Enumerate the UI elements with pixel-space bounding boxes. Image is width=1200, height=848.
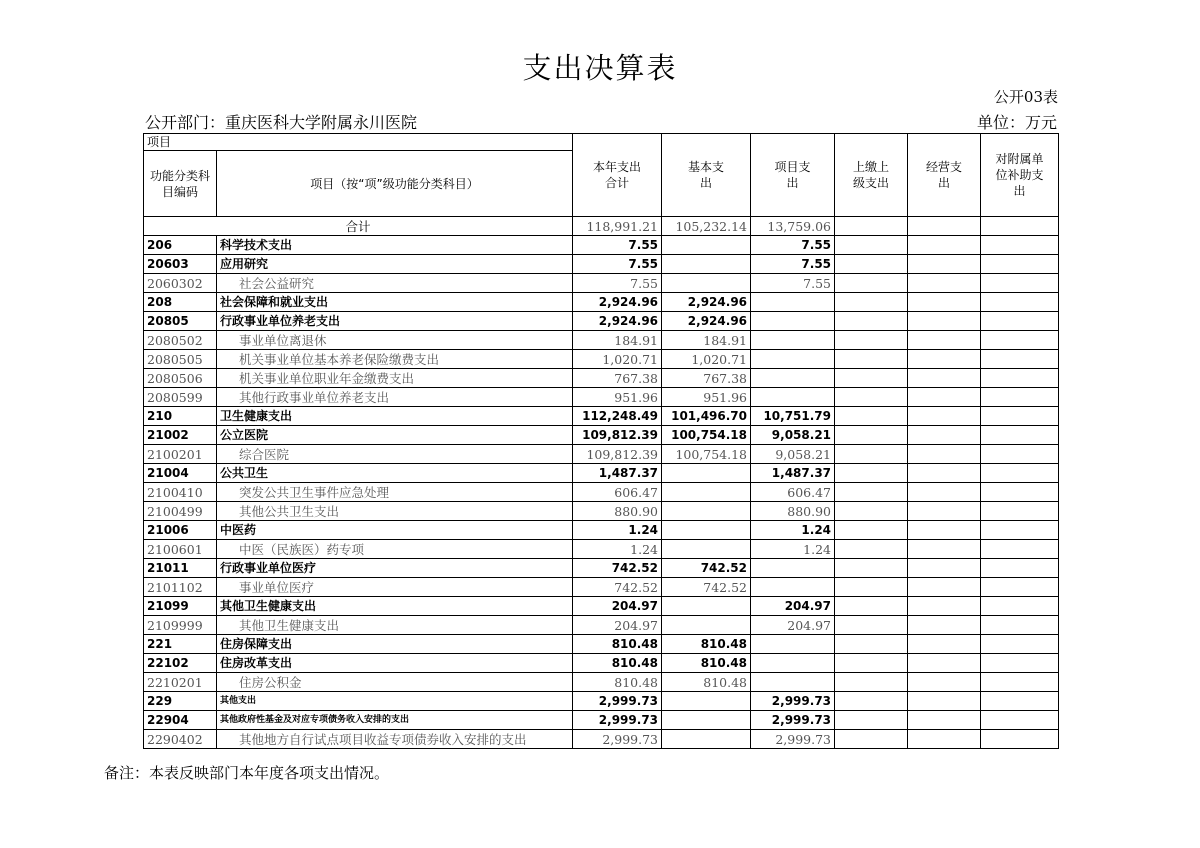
row-upper (835, 654, 908, 673)
row-code: 2109999 (144, 616, 217, 635)
row-project: 10,751.79 (751, 407, 835, 426)
row-subsidy (981, 236, 1059, 255)
row-total: 742.52 (573, 559, 662, 578)
row-business (908, 635, 981, 654)
row-project: 2,999.73 (751, 711, 835, 730)
row-total: 2,999.73 (573, 730, 662, 749)
table-row (144, 369, 1059, 388)
row-name: 卫生健康支出 (217, 407, 573, 426)
row-project: 7.55 (751, 236, 835, 255)
row-basic (662, 483, 751, 502)
header-total: 本年支出合计 (573, 134, 662, 217)
row-upper (835, 350, 908, 369)
row-basic (662, 464, 751, 483)
table-row (144, 654, 1059, 673)
row-business (908, 331, 981, 350)
row-business (908, 673, 981, 692)
row-name: 机关事业单位基本养老保险缴费支出 (217, 350, 573, 369)
row-subsidy (981, 274, 1059, 293)
row-total: 1.24 (573, 521, 662, 540)
row-name: 行政事业单位医疗 (217, 559, 573, 578)
row-subsidy (981, 293, 1059, 312)
row-name: 其他支出 (217, 692, 573, 711)
row-subsidy (981, 407, 1059, 426)
row-business (908, 730, 981, 749)
row-total: 810.48 (573, 673, 662, 692)
row-subsidy (981, 711, 1059, 730)
row-project: 1.24 (751, 521, 835, 540)
row-upper (835, 483, 908, 502)
table-row (144, 312, 1059, 331)
row-business (908, 312, 981, 331)
header-business: 经营支出 (908, 134, 981, 217)
row-business (908, 559, 981, 578)
row-code: 2100201 (144, 445, 217, 464)
row-project (751, 312, 835, 331)
row-upper (835, 464, 908, 483)
row-total: 109,812.39 (573, 426, 662, 445)
department-label: 公开部门：重庆医科大学附属永川医院 (145, 113, 418, 132)
table-row (144, 236, 1059, 255)
row-business (908, 426, 981, 445)
row-name: 其他公共卫生支出 (217, 502, 573, 521)
row-subsidy (981, 445, 1059, 464)
row-code: 229 (144, 692, 217, 711)
table-row (144, 616, 1059, 635)
row-upper (835, 388, 908, 407)
row-name: 公立医院 (217, 426, 573, 445)
row-project: 2,999.73 (751, 730, 835, 749)
row-name: 住房公积金 (217, 673, 573, 692)
row-code: 2080505 (144, 350, 217, 369)
row-project: 9,058.21 (751, 426, 835, 445)
row-code: 2080599 (144, 388, 217, 407)
row-subsidy (981, 369, 1059, 388)
table-row (144, 293, 1059, 312)
row-total: 7.55 (573, 274, 662, 293)
row-business (908, 692, 981, 711)
header-subsidy: 对附属单位补助支出 (981, 134, 1059, 217)
row-code: 2080506 (144, 369, 217, 388)
row-basic (662, 711, 751, 730)
row-code: 20603 (144, 255, 217, 274)
row-name: 中医药 (217, 521, 573, 540)
total-project: 13,759.06 (751, 217, 835, 236)
row-total: 204.97 (573, 597, 662, 616)
row-subsidy (981, 464, 1059, 483)
row-subsidy (981, 255, 1059, 274)
row-subsidy (981, 730, 1059, 749)
row-project (751, 673, 835, 692)
row-basic: 810.48 (662, 654, 751, 673)
row-name: 其他行政事业单位养老支出 (217, 388, 573, 407)
row-business (908, 654, 981, 673)
row-total: 2,999.73 (573, 711, 662, 730)
header-code: 功能分类科目编码 (144, 151, 217, 217)
row-name: 应用研究 (217, 255, 573, 274)
table-row (144, 350, 1059, 369)
row-code: 2101102 (144, 578, 217, 597)
row-upper (835, 293, 908, 312)
row-project: 1.24 (751, 540, 835, 559)
row-project (751, 578, 835, 597)
row-upper (835, 711, 908, 730)
row-subsidy (981, 673, 1059, 692)
table-row (144, 255, 1059, 274)
row-project: 9,058.21 (751, 445, 835, 464)
row-total: 112,248.49 (573, 407, 662, 426)
header-upper: 上缴上级支出 (835, 134, 908, 217)
table-row (144, 502, 1059, 521)
row-upper (835, 578, 908, 597)
row-name: 住房改革支出 (217, 654, 573, 673)
table-row (144, 540, 1059, 559)
row-total: 606.47 (573, 483, 662, 502)
row-project: 606.47 (751, 483, 835, 502)
row-project (751, 559, 835, 578)
row-upper (835, 673, 908, 692)
row-basic: 100,754.18 (662, 445, 751, 464)
row-name: 中医（民族医）药专项 (217, 540, 573, 559)
row-basic (662, 255, 751, 274)
row-code: 208 (144, 293, 217, 312)
header-name: 项目（按“项”级功能分类科目） (217, 151, 573, 217)
row-upper (835, 312, 908, 331)
row-basic: 2,924.96 (662, 293, 751, 312)
row-project: 204.97 (751, 616, 835, 635)
row-upper (835, 426, 908, 445)
row-basic: 100,754.18 (662, 426, 751, 445)
row-code: 221 (144, 635, 217, 654)
row-name: 社会保障和就业支出 (217, 293, 573, 312)
row-business (908, 293, 981, 312)
row-basic (662, 236, 751, 255)
row-project (751, 635, 835, 654)
row-basic (662, 616, 751, 635)
row-project (751, 331, 835, 350)
row-name: 综合医院 (217, 445, 573, 464)
row-business (908, 540, 981, 559)
table-row (144, 388, 1059, 407)
row-code: 21011 (144, 559, 217, 578)
row-basic: 810.48 (662, 673, 751, 692)
table-row (144, 331, 1059, 350)
row-total: 1,020.71 (573, 350, 662, 369)
table-row (144, 711, 1059, 730)
row-code: 22102 (144, 654, 217, 673)
row-upper (835, 635, 908, 654)
row-subsidy (981, 312, 1059, 331)
row-subsidy (981, 521, 1059, 540)
row-upper (835, 236, 908, 255)
row-project (751, 654, 835, 673)
row-name: 其他地方自行试点项目收益专项债券收入安排的支出 (217, 730, 573, 749)
table-row (144, 597, 1059, 616)
row-total: 1.24 (573, 540, 662, 559)
row-name: 机关事业单位职业年金缴费支出 (217, 369, 573, 388)
row-name: 社会公益研究 (217, 274, 573, 293)
row-total: 109,812.39 (573, 445, 662, 464)
table-row (144, 464, 1059, 483)
row-basic (662, 597, 751, 616)
row-basic (662, 540, 751, 559)
table-row (144, 692, 1059, 711)
row-business (908, 255, 981, 274)
row-subsidy (981, 388, 1059, 407)
table-row (144, 274, 1059, 293)
row-name: 科学技术支出 (217, 236, 573, 255)
row-business (908, 464, 981, 483)
unit-label: 单位：万元 (976, 113, 1057, 132)
table-row (144, 483, 1059, 502)
row-upper (835, 521, 908, 540)
row-project (751, 350, 835, 369)
row-name: 公共卫生 (217, 464, 573, 483)
total-amount: 118,991.21 (573, 217, 662, 236)
row-code: 2100499 (144, 502, 217, 521)
row-project (751, 388, 835, 407)
row-subsidy (981, 635, 1059, 654)
row-basic (662, 692, 751, 711)
row-code: 2100410 (144, 483, 217, 502)
table-row (144, 521, 1059, 540)
row-business (908, 711, 981, 730)
row-basic (662, 730, 751, 749)
row-upper (835, 502, 908, 521)
row-basic: 742.52 (662, 578, 751, 597)
row-code: 21002 (144, 426, 217, 445)
row-upper (835, 540, 908, 559)
row-total: 7.55 (573, 236, 662, 255)
row-business (908, 521, 981, 540)
table-row (144, 578, 1059, 597)
table-row (144, 407, 1059, 426)
row-code: 21006 (144, 521, 217, 540)
row-business (908, 502, 981, 521)
row-total: 184.91 (573, 331, 662, 350)
row-code: 21099 (144, 597, 217, 616)
row-code: 21004 (144, 464, 217, 483)
row-code: 2210201 (144, 673, 217, 692)
row-business (908, 350, 981, 369)
row-business (908, 407, 981, 426)
table-row (144, 559, 1059, 578)
row-project: 1,487.37 (751, 464, 835, 483)
row-total: 951.96 (573, 388, 662, 407)
row-subsidy (981, 502, 1059, 521)
row-upper (835, 274, 908, 293)
row-basic: 742.52 (662, 559, 751, 578)
table-row (144, 426, 1059, 445)
row-business (908, 445, 981, 464)
row-name: 行政事业单位养老支出 (217, 312, 573, 331)
row-subsidy (981, 616, 1059, 635)
row-project: 880.90 (751, 502, 835, 521)
row-business (908, 616, 981, 635)
table-row (144, 673, 1059, 692)
row-business (908, 274, 981, 293)
row-upper (835, 616, 908, 635)
row-total: 2,924.96 (573, 312, 662, 331)
footnote: 备注：本表反映部门本年度各项支出情况。 (104, 764, 390, 782)
row-project: 2,999.73 (751, 692, 835, 711)
table-row (144, 635, 1059, 654)
row-basic: 767.38 (662, 369, 751, 388)
row-business (908, 597, 981, 616)
row-total: 880.90 (573, 502, 662, 521)
table-row (144, 445, 1059, 464)
row-subsidy (981, 350, 1059, 369)
row-name: 其他卫生健康支出 (217, 616, 573, 635)
row-upper (835, 445, 908, 464)
row-total: 7.55 (573, 255, 662, 274)
row-business (908, 369, 981, 388)
row-basic: 2,924.96 (662, 312, 751, 331)
row-business (908, 236, 981, 255)
row-upper (835, 597, 908, 616)
row-total: 810.48 (573, 635, 662, 654)
row-total: 2,999.73 (573, 692, 662, 711)
row-upper (835, 730, 908, 749)
row-subsidy (981, 654, 1059, 673)
row-name: 住房保障支出 (217, 635, 573, 654)
row-subsidy (981, 597, 1059, 616)
row-code: 210 (144, 407, 217, 426)
row-subsidy (981, 331, 1059, 350)
row-project: 7.55 (751, 274, 835, 293)
form-number: 公开03表 (993, 88, 1058, 106)
row-name: 其他卫生健康支出 (217, 597, 573, 616)
row-basic: 101,496.70 (662, 407, 751, 426)
row-upper (835, 407, 908, 426)
row-business (908, 388, 981, 407)
row-upper (835, 331, 908, 350)
row-upper (835, 369, 908, 388)
row-name: 其他政府性基金及对应专项债务收入安排的支出 (217, 711, 573, 730)
row-project: 7.55 (751, 255, 835, 274)
page-title: 支出决算表 (522, 51, 678, 85)
row-basic: 184.91 (662, 331, 751, 350)
row-code: 206 (144, 236, 217, 255)
row-code: 2060302 (144, 274, 217, 293)
row-code: 2100601 (144, 540, 217, 559)
row-total: 1,487.37 (573, 464, 662, 483)
row-subsidy (981, 540, 1059, 559)
row-upper (835, 692, 908, 711)
row-code: 20805 (144, 312, 217, 331)
row-total: 742.52 (573, 578, 662, 597)
row-subsidy (981, 426, 1059, 445)
row-total: 810.48 (573, 654, 662, 673)
header-basic: 基本支出 (662, 134, 751, 217)
row-basic: 1,020.71 (662, 350, 751, 369)
row-name: 事业单位离退休 (217, 331, 573, 350)
row-project: 204.97 (751, 597, 835, 616)
row-code: 2290402 (144, 730, 217, 749)
table-row (144, 730, 1059, 749)
row-upper (835, 255, 908, 274)
total-basic: 105,232.14 (662, 217, 751, 236)
row-basic: 810.48 (662, 635, 751, 654)
row-business (908, 578, 981, 597)
header-project: 项目 (144, 134, 573, 151)
row-name: 事业单位医疗 (217, 578, 573, 597)
row-subsidy (981, 559, 1059, 578)
row-project (751, 369, 835, 388)
row-total: 2,924.96 (573, 293, 662, 312)
row-name: 突发公共卫生事件应急处理 (217, 483, 573, 502)
row-subsidy (981, 483, 1059, 502)
row-basic (662, 502, 751, 521)
row-subsidy (981, 692, 1059, 711)
row-business (908, 483, 981, 502)
row-basic: 951.96 (662, 388, 751, 407)
row-subsidy (981, 578, 1059, 597)
total-label: 合计 (144, 217, 573, 236)
row-total: 767.38 (573, 369, 662, 388)
row-upper (835, 559, 908, 578)
header-project-expense: 项目支出 (751, 134, 835, 217)
row-total: 204.97 (573, 616, 662, 635)
expenditure-table (143, 133, 1059, 749)
row-project (751, 293, 835, 312)
row-code: 2080502 (144, 331, 217, 350)
row-basic (662, 521, 751, 540)
total-row (144, 217, 1059, 236)
row-code: 22904 (144, 711, 217, 730)
row-basic (662, 274, 751, 293)
